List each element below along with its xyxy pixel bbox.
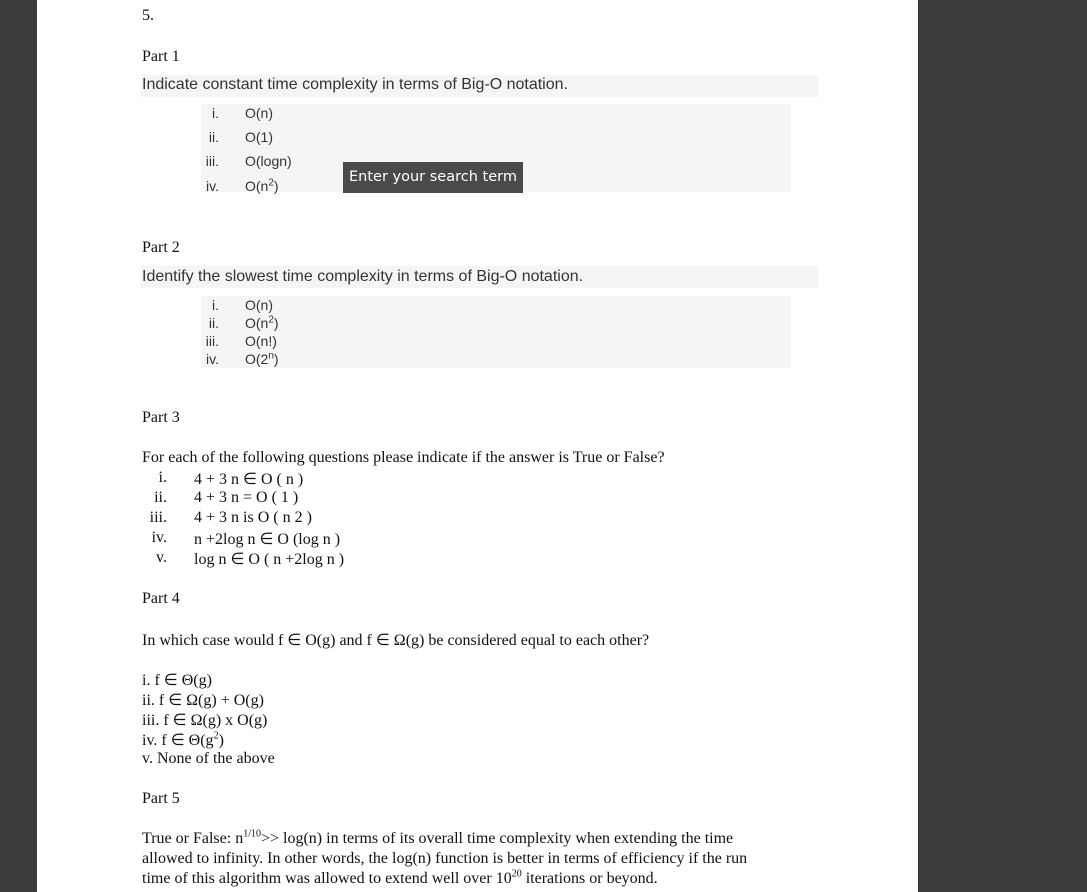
part1-option-text: O(logn) <box>245 153 292 169</box>
part2-option-numeral: ii. <box>208 315 219 331</box>
part3-item-text: 4 + 3 n is O ( n 2 ) <box>194 509 312 526</box>
part3-item-numeral: i. <box>158 469 167 486</box>
part2-question: Identify the slowest time complexity in terms of Big-O notation. <box>142 268 584 285</box>
part3-item-text: log n ∈ O ( n +2log n ) <box>194 551 345 568</box>
part4-option: ii. f ∈ Ω(g) + O(g) <box>142 692 264 709</box>
part1-option-text: $O(n^2)$ <box>245 177 279 194</box>
part4-question: In which case would f ∈ O(g) and f ∈ Ω(g) be considered equal to each other? <box>142 632 650 649</box>
part3-item-text: n +2log n ∈ O (log n ) <box>194 531 341 548</box>
part5-heading: Part 5 <box>142 790 180 807</box>
part2-option-text: O(2$^n$) <box>245 350 279 367</box>
part4-option: i. f ∈ Θ(g) <box>142 672 212 689</box>
part1-option-numeral: iii. <box>205 153 219 169</box>
part3-question: For each of the following questions please indicate if the answer is True or False? <box>142 449 665 466</box>
part1-question: Indicate constant time complexity in terms of Big-O notation. <box>142 76 568 93</box>
part3-item-numeral: iv. <box>151 529 167 546</box>
part4-option: iii. f ∈ Ω(g) x O(g) <box>142 712 268 729</box>
part2-option-numeral: iv. <box>206 351 219 367</box>
part4-option: iv. f ∈ $\Theta(g^2)$ <box>142 730 224 749</box>
part3-item-numeral: ii. <box>154 489 167 506</box>
part1-option-numeral: ii. <box>208 129 219 145</box>
part5-line-2: allowed to infinity. In other words, the log(n) function is better in terms of efficiency if the run <box>142 850 748 867</box>
part5-line-1: True or False: $n^{1/10}>> \log(n)$ in terms of its overall time complexity when extending the time <box>142 828 734 847</box>
part1-option-numeral: iv. <box>206 178 219 194</box>
part4-heading: Part 4 <box>142 590 180 607</box>
part3-item-text: 4 + 3 n ∈ O ( n ) <box>194 471 304 488</box>
part4-option: v. None of the above <box>142 750 275 767</box>
part3-item-text: 4 + 3 n = O ( 1 ) <box>194 489 299 506</box>
part2-option-numeral: i. <box>212 297 219 313</box>
part1-option-text: O(n) <box>245 105 273 121</box>
part2-options-band <box>201 296 791 368</box>
part3-heading: Part 3 <box>142 409 180 426</box>
document-page <box>37 0 918 892</box>
part2-option-text: O(n) <box>245 297 273 313</box>
part1-option-numeral: i. <box>212 105 219 121</box>
search-input[interactable]: Enter your search term <box>343 162 523 193</box>
part1-option-text: O(1) <box>245 129 273 145</box>
part2-option-text: O(n!) <box>245 333 277 349</box>
part2-heading: Part 2 <box>142 239 180 256</box>
part3-item-numeral: v. <box>156 549 167 566</box>
question-number: 5. <box>142 7 154 24</box>
part1-heading: Part 1 <box>142 48 180 65</box>
part3-item-numeral: iii. <box>149 509 167 526</box>
part5-line-3: time of this algorithm was allowed to extend well over $10^{20}$ iterations or beyond. <box>142 868 658 887</box>
part2-option-numeral: iii. <box>205 333 219 349</box>
part2-option-text: $O(n^2)$ <box>245 314 279 331</box>
